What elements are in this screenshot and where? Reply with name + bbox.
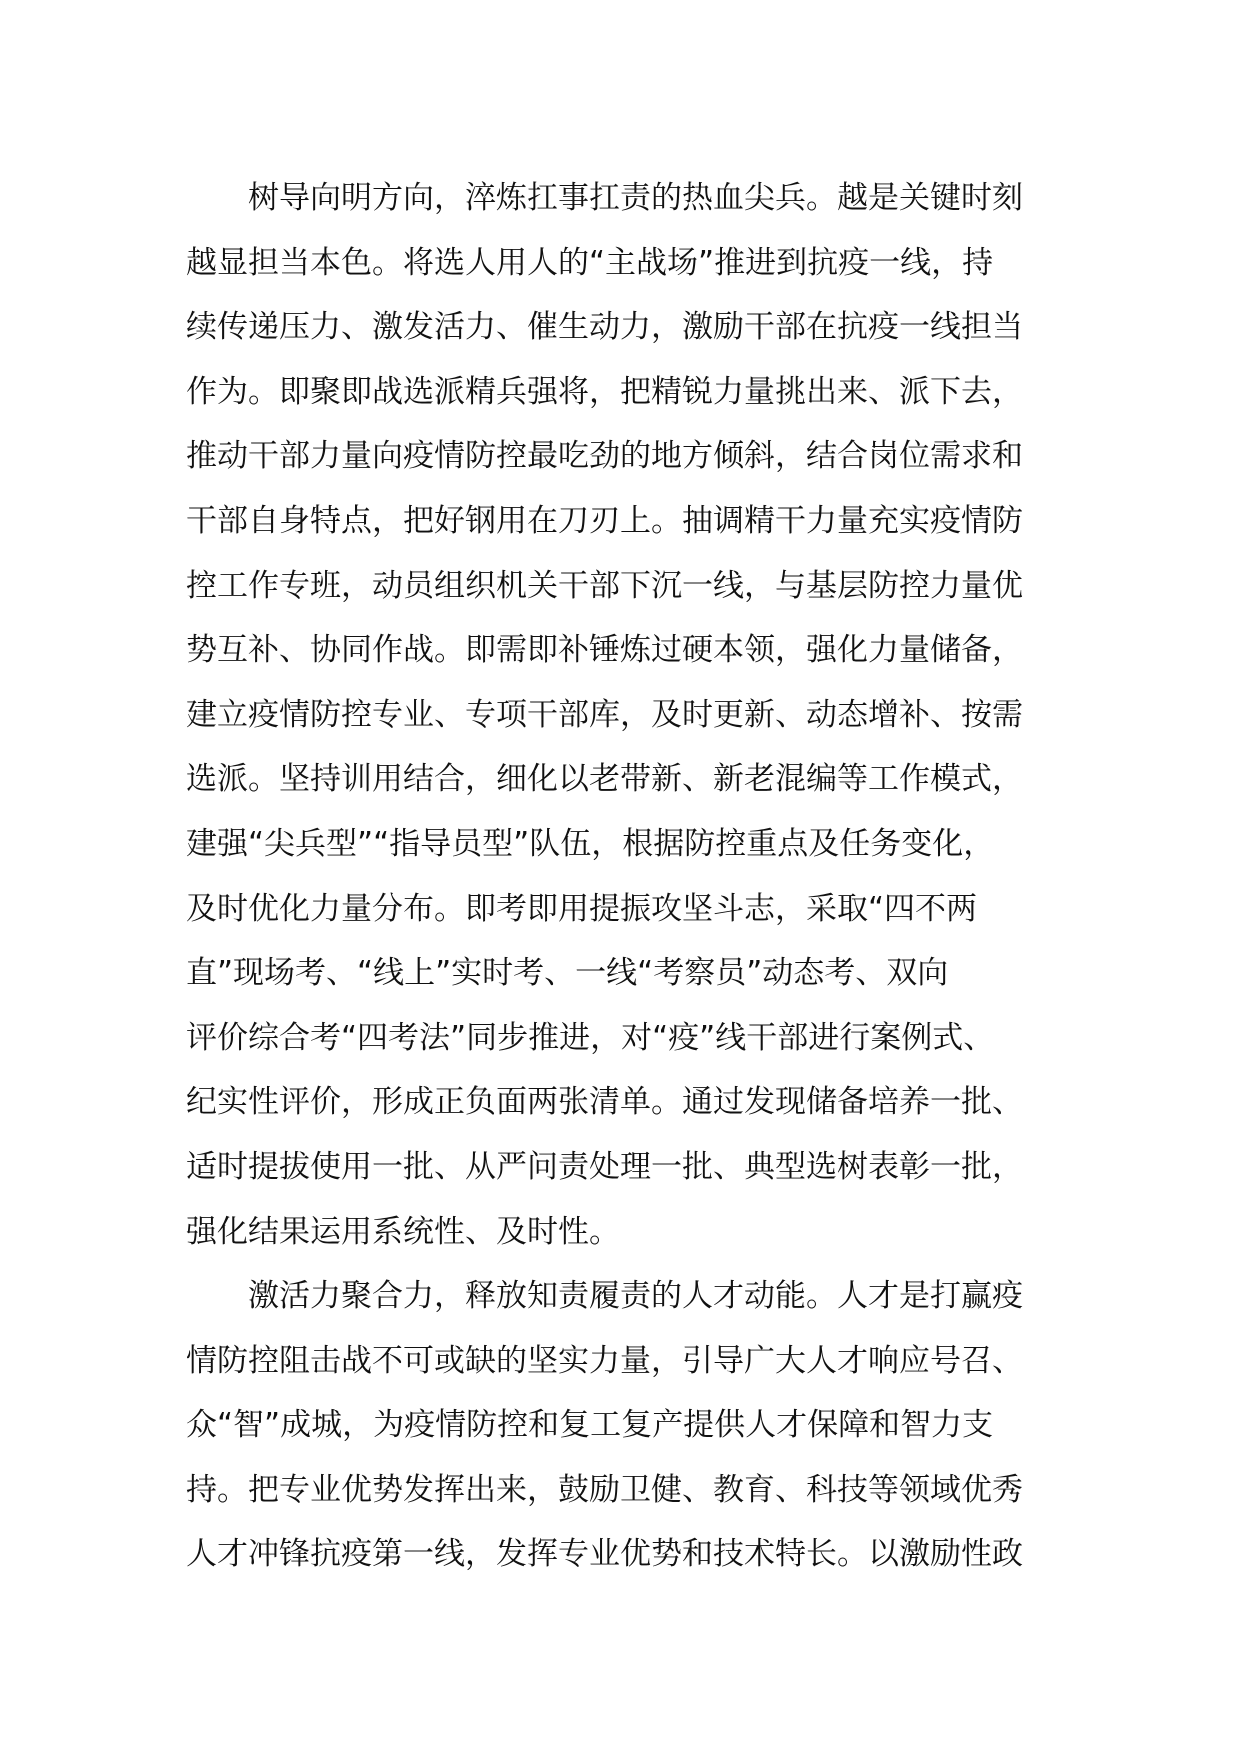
- paragraph-1-line-5: 推动干部力量向疫情防控最吃劲的地方倾斜，结合岗位需求和: [186, 438, 1023, 475]
- paragraph-1-line-9: 建立疫情防控专业、专项干部库，及时更新、动态增补、按需: [186, 696, 1023, 733]
- paragraph-1-line-14: 评价综合考“四考法”同步推进，对“疫”线干部进行案例式、: [186, 1019, 995, 1056]
- paragraph-1-line-10: 选派。坚持训用结合，细化以老带新、新老混编等工作模式，: [186, 761, 1023, 798]
- body-text: [186, 166, 1086, 1587]
- paragraph-1-line-15: 纪实性评价，形成正负面两张清单。通过发现储备培养一批、: [186, 1084, 1023, 1121]
- paragraph-1-line-16: 适时提拔使用一批、从严问责处理一批、典型选树表彰一批，: [186, 1148, 1023, 1185]
- paragraph-1-line-6: 干部自身特点，把好钢用在刀刃上。抽调精干力量充实疫情防: [186, 502, 1023, 539]
- paragraph-1-line-17: 强化结果运用系统性、及时性。: [186, 1213, 620, 1250]
- paragraph-2-line-1: 激活力聚合力，释放知责履责的人才动能。人才是打赢疫: [248, 1278, 1023, 1315]
- paragraph-1-line-7: 控工作专班，动员组织机关干部下沉一线，与基层防控力量优: [186, 567, 1023, 604]
- paragraph-2-line-5: 人才冲锋抗疫第一线，发挥专业优势和技术特长。以激励性政: [186, 1536, 1023, 1573]
- paragraph-1-line-4: 作为。即聚即战选派精兵强将，把精锐力量挑出来、派下去，: [186, 373, 1023, 410]
- paragraph-1-line-2: 越显担当本色。将选人用人的“主战场”推进到抗疫一线，持: [186, 244, 994, 281]
- paragraph-2-line-3: 众“智”成城，为疫情防控和复工复产提供人才保障和智力支: [186, 1407, 994, 1444]
- paragraph-1-line-11: 建强“尖兵型”“指导员型”队伍，根据防控重点及任务变化，: [186, 825, 995, 862]
- paragraph-1-line-1: 树导向明方向，淬炼扛事扛责的热血尖兵。越是关键时刻: [248, 180, 1023, 216]
- paragraph-1-line-3: 续传递压力、激发活力、催生动力，激励干部在抗疫一线担当: [186, 309, 1023, 346]
- paragraph-1-line-12: 及时优化力量分布。即考即用提振攻坚斗志，采取“四不两: [186, 890, 978, 927]
- paragraph-1-line-13: 直”现场考、“线上”实时考、一线“考察员”动态考、双向: [186, 955, 949, 992]
- paragraph-2-line-4: 持。把专业优势发挥出来，鼓励卫健、教育、科技等领域优秀: [186, 1471, 1023, 1508]
- paragraph-2-line-2: 情防控阻击战不可或缺的坚实力量，引导广大人才响应号召、: [186, 1342, 1023, 1379]
- paragraph-1-line-8: 势互补、协同作战。即需即补锤炼过硬本领，强化力量储备，: [186, 632, 1023, 669]
